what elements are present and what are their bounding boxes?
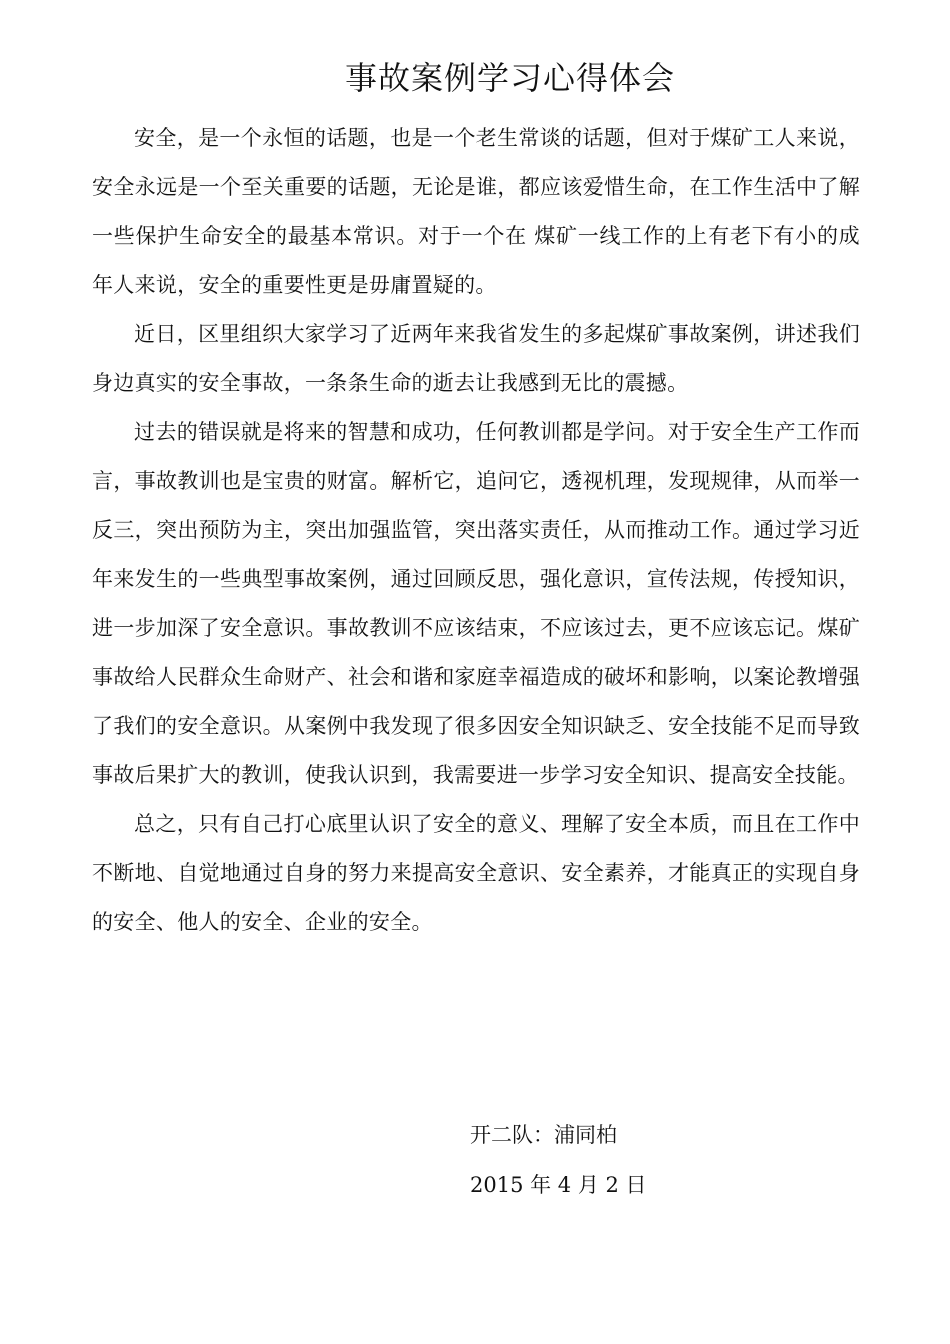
- document-title: 事故案例学习心得体会: [344, 59, 675, 97]
- signature-block: [470, 1110, 770, 1210]
- paragraph-1: 安全，是一个永恒的话题，也是一个老生常谈的话题，但对于煤矿工人来说，安全永远是一个至关重要的话题，无论是谁，都应该爱惜生命，在工作生活中了解一些保护生命安全的最基本常识。对于一个在 煤矿一线工作的上有老下有小的成年人来说，安全的重要性更是毋庸置疑的。: [92, 126, 860, 297]
- signature-author: 开二队：浦同柏: [470, 1123, 617, 1147]
- paragraph-4: 总之，只有自己打心底里认识了安全的意义、理解了安全本质，而且在工作中不断地、自觉地通过自身的努力来提高安全意识、安全素养，才能真正的实现自身的安全、他人的安全、企业的安全。: [92, 812, 860, 934]
- document-body: [92, 114, 860, 947]
- paragraph-2: 近日，区里组织大家学习了近两年来我省发生的多起煤矿事故案例，讲述我们身边真实的安全事故，一条条生命的逝去让我感到无比的震撼。: [92, 322, 860, 395]
- paragraph-3: 过去的错误就是将来的智慧和成功，任何教训都是学问。对于安全生产工作而言，事故教训也是宝贵的财富。解析它，追问它，透视机理，发现规律，从而举一反三，突出预防为主，突出加强监管，突出落实责任，从而推动工作。通过学习近年来发生的一些典型事故案例，通过回顾反思，强化意识，宣传法规，传授知识，进一步加深了安全意识。事故教训不应该结束，不应该过去，更不应该忘记。煤矿事故给人民群众生命财产、社会和谐和家庭幸福造成的破坏和影响，以案论教增强了我们的安全意识。从案例中我发现了很多因安全知识缺乏、安全技能不足而导致事故后果扩大的教训，使我认识到，我需要进一步学习安全知识、提高安全技能。: [92, 420, 860, 787]
- signature-date: 2015 年 4 月 2 日: [470, 1173, 647, 1197]
